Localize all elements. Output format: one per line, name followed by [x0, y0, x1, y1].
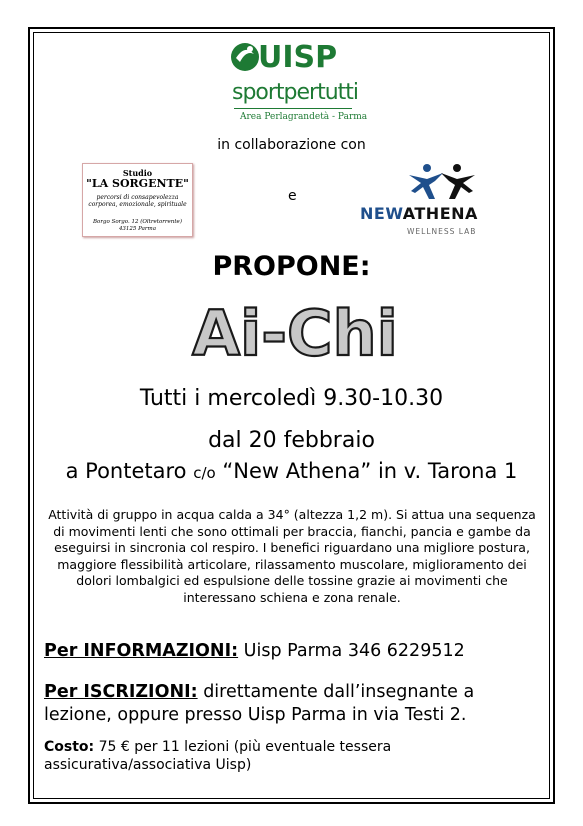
- sorgente-desc-line2: corporea, emozionale, spirituale: [88, 201, 187, 208]
- uisp-area: Area Perlagrandetà - Parma: [240, 112, 368, 122]
- aichi-title: [150, 297, 440, 369]
- location-co: c/o: [193, 464, 216, 482]
- sorgente-studio: Studio: [122, 168, 153, 178]
- newathena-name-new: NEW: [360, 204, 403, 223]
- info-text: Uisp Parma 346 6229512: [243, 641, 465, 661]
- cost-text: 75 € per 11 lezioni (più eventuale tessera assicurativa/associativa Uisp): [44, 739, 392, 773]
- schedule-text: Tutti i mercoledì 9.30-10.30: [139, 386, 444, 411]
- start-date-text: dal 20 febbraio: [208, 428, 375, 453]
- location-text: [0, 459, 583, 483]
- location-post: “New Athena” in v. Tarona 1: [222, 459, 518, 483]
- athena-figures-icon: [405, 163, 477, 203]
- iscrizioni-paragraph: [44, 681, 544, 727]
- sorgente-desc-line1: percorsi di consapevolezza: [96, 194, 179, 201]
- info-label: Per INFORMAZIONI:: [44, 641, 239, 661]
- collaboration-text: in collaborazione con: [217, 137, 366, 153]
- sorgente-name: "LA SORGENTE": [86, 177, 189, 190]
- sorgente-description: [83, 194, 192, 208]
- la-sorgente-logo: [82, 163, 193, 237]
- activity-description: Attività di gruppo in acqua calda a 34° (altezza 1,2 m). Si attua una sequenza di movimenti lenti che sono ottimali per braccia, fianchi, pancia e gambe da eseguirsi in sincronia col respiro. I benefici riguardano una migliore postura, maggiore flessibilità articolare, rilassamento muscolare, miglioramento dei dolori lombalgici ed espulsione delle tossine grazie ai movimenti che interessano schiena e zona renale.: [48, 507, 536, 605]
- location-pre: a Pontetaro: [65, 459, 187, 483]
- sorgente-addr-line1: Borgo Sorgo. 12 (Oltretorrente): [93, 219, 182, 225]
- sorgente-address: [83, 219, 192, 233]
- newathena-name: [360, 204, 478, 223]
- newathena-subtitle: WELLNESS LAB: [407, 227, 477, 236]
- conjunction-text: e: [288, 188, 297, 204]
- uisp-divider: [234, 108, 352, 109]
- info-line: [44, 641, 465, 661]
- propone-heading: PROPONE:: [212, 251, 371, 282]
- uisp-tagline: sportpertutti: [232, 80, 359, 105]
- sorgente-addr-line2: 43125 Parma: [118, 226, 157, 232]
- newathena-name-athena: ATHENA: [402, 204, 478, 223]
- cost-label: Costo:: [44, 739, 95, 755]
- iscrizioni-label: Per ISCRIZIONI:: [44, 682, 198, 702]
- uisp-emblem-icon: [230, 40, 260, 74]
- cost-paragraph: [44, 738, 544, 774]
- uisp-name: UISP: [258, 40, 338, 75]
- iscrizioni-text: direttamente dall’insegnante a lezione, oppure presso Uisp Parma in via Testi 2.: [44, 682, 475, 725]
- aichi-title-text: Ai-Chi: [192, 297, 398, 369]
